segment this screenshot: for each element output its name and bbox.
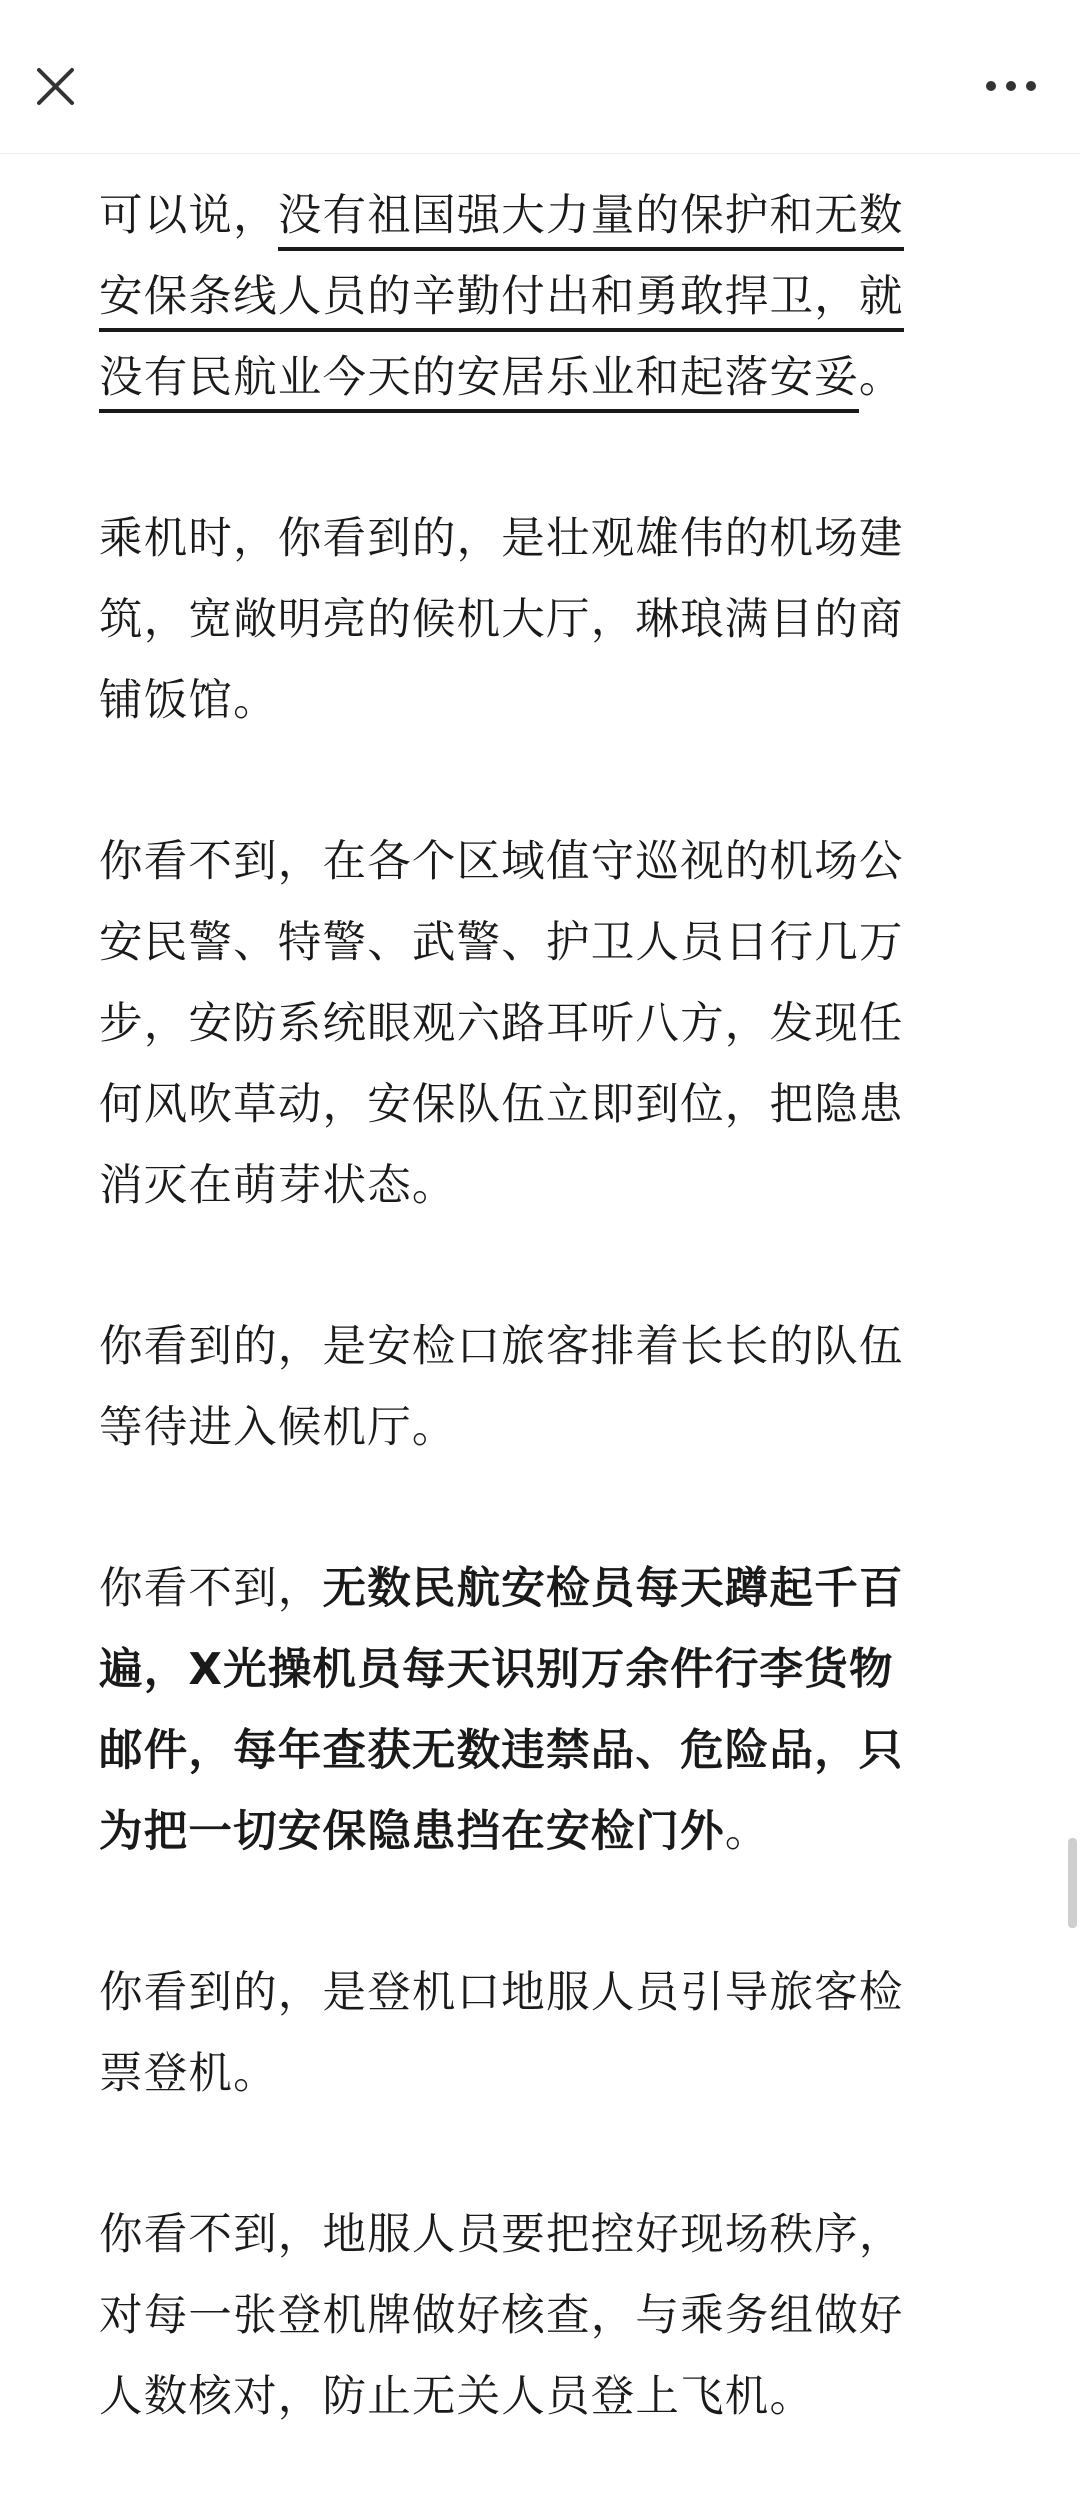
text-line [99, 338, 981, 419]
article-body [99, 176, 981, 2518]
text-line: 你看到的，是登机口地服人员引导旅客检 [99, 1968, 904, 2018]
text-line: 人数核对，防止无关人员登上飞机。 [99, 2372, 815, 2422]
close-icon [22, 52, 88, 118]
text-line: 你看不到，在各个区域值守巡视的机场公 [99, 837, 904, 887]
text-line [99, 1792, 981, 1873]
text-line: 你看不到，地服人员要把控好现场秩序， [99, 2210, 904, 2260]
top-bar [0, 0, 1080, 154]
text-line: 铺饭馆。 [99, 676, 278, 726]
paragraph-7 [99, 2195, 981, 2438]
underlined-text: 没有民航业今天的安居乐业和起落安妥 [99, 353, 859, 413]
more-horizontal-icon [966, 52, 1056, 118]
paragraph-3 [99, 822, 981, 1227]
text-line: 何风吹草动，安保队伍立即到位，把隐患 [99, 1080, 904, 1130]
text-line: 票登机。 [99, 2049, 278, 2099]
text-line: 你看到的，是安检口旅客排着长长的队伍 [99, 1322, 904, 1372]
underlined-text: 安保条线人员的辛勤付出和勇敢捍卫，就 [99, 272, 904, 332]
text-line: 对每一张登机牌做好核查，与乘务组做好 [99, 2291, 904, 2341]
paragraph-4 [99, 1307, 981, 1469]
bold-text: 无数民航安检员每天蹲起千百 [322, 1564, 904, 1614]
text-line [99, 257, 981, 338]
more-options-button[interactable] [966, 52, 1056, 118]
text-span: 可以说， [99, 191, 278, 241]
paragraph-2 [99, 499, 981, 742]
text-line [99, 176, 981, 257]
text-line: 步，安防系统眼观六路耳听八方，发现任 [99, 999, 904, 1049]
header-divider [0, 153, 1080, 154]
text-line: 等待进入候机厅。 [99, 1403, 457, 1453]
text-line: 乘机时，你看到的，是壮观雄伟的机场建 [99, 514, 904, 564]
paragraph-6 [99, 1953, 981, 2115]
text-line: 筑，宽敞明亮的候机大厅，琳琅满目的商 [99, 595, 904, 645]
paragraph-1 [99, 176, 981, 419]
text-span: 。 [858, 353, 904, 403]
bold-text-line: 邮件，每年查获无数违禁品、危险品，只 [99, 1726, 904, 1776]
close-button[interactable] [22, 52, 88, 118]
paragraph-5 [99, 1549, 981, 1873]
bold-text-line: 遍，X光操机员每天识别万余件行李货物 [99, 1645, 894, 1695]
bold-text: 为把一切安保隐患挡在安检门外 [99, 1807, 725, 1857]
text-line: 消灭在萌芽状态。 [99, 1161, 457, 1211]
underlined-text: 没有祖国强大力量的保护和无数 [278, 191, 904, 251]
text-line: 安民警、特警、武警、护卫人员日行几万 [99, 918, 904, 968]
text-span: 。 [724, 1807, 770, 1857]
scrollbar-thumb[interactable] [1068, 1838, 1077, 1928]
text-span: 你看不到， [99, 1564, 323, 1614]
text-line [99, 1549, 981, 1630]
